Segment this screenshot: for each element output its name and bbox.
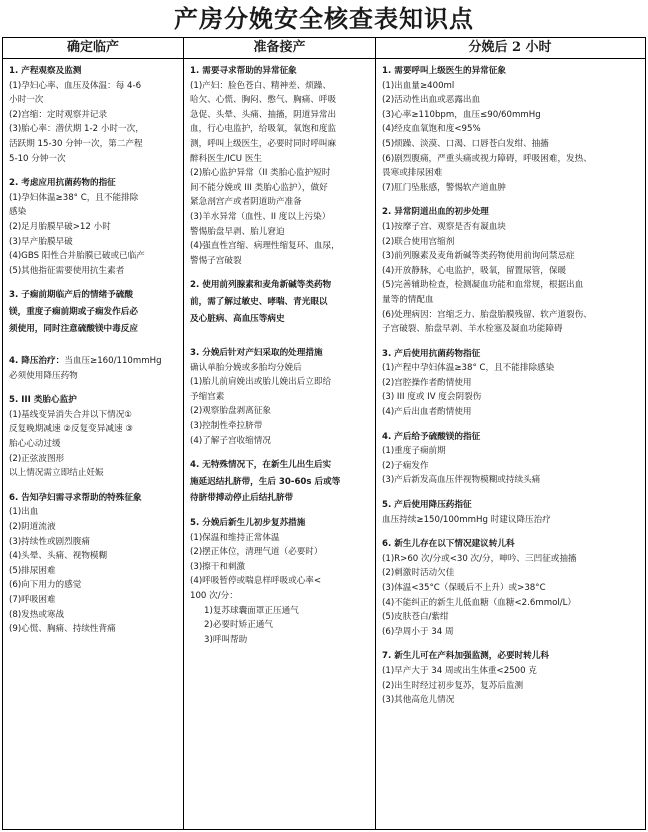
- list-item: 小时一次: [9, 95, 44, 106]
- section-heading: 镁，重度子痫前期或子痫发作后必: [9, 306, 138, 317]
- section-heading: 7. 新生儿可在产科加强监测，必要时转儿科: [382, 651, 549, 662]
- list-item: (3)控制性牵拉脐带: [190, 421, 263, 432]
- section-spacer: [190, 506, 371, 514]
- list-item: (4)GBS 阳性合并胎膜已破或已临产: [9, 251, 145, 262]
- list-item: 反复晚期减速 ②反复变异减速 ③: [9, 424, 133, 435]
- section-heading: 2. 考虑应用抗菌药物的指征: [9, 178, 116, 189]
- list-item: (5)完善辅助检查，检测凝血功能和血常规，根据出血: [382, 280, 584, 291]
- header-prepare-delivery: 准备接产: [183, 38, 375, 58]
- list-item: (2)刺激时活动欠佳: [382, 568, 455, 579]
- section-heading: 施延迟结扎脐带，生后 30-60s 后或等: [190, 476, 341, 487]
- list-item: 100 次/分：: [190, 591, 238, 601]
- list-item: 警惕胎盘早剥、胎儿窘迫: [190, 226, 285, 237]
- section-heading: 4. 产后给予硫酸镁的指征: [382, 431, 481, 442]
- section-heading: 及心脏病、高血压等病史: [190, 313, 285, 324]
- list-item: (4)呼吸暂停或喘息样呼吸或心率<: [190, 576, 322, 587]
- list-item: (3)胎心率：潜伏期 1-2 小时一次，: [9, 124, 144, 135]
- section-heading: 1. 需要呼叫上级医生的异常征象: [382, 66, 506, 76]
- list-item: (2)胎心监护异常（II 类胎心监护短时: [190, 168, 331, 179]
- section-spacer: [190, 268, 371, 276]
- section-heading: 2. 异常阴道出血的初步处理: [382, 207, 489, 218]
- section-heading-tail: 当血压≥160/110mmHg: [64, 356, 162, 367]
- section-spacer: [9, 481, 179, 489]
- list-item: (2)宫腔操作者酌情使用: [382, 377, 472, 388]
- list-item: (4)经皮血氧饱和度<95%: [382, 124, 481, 135]
- section-spacer: [382, 488, 640, 496]
- list-item: (1)早产大于 34 周或出生体重<2500 克: [382, 665, 537, 676]
- column-prepare-delivery: [183, 59, 375, 829]
- list-item: 血压持续≥150/100mmHg 时建议降压治疗: [382, 514, 551, 525]
- list-item: 醉科医生/ICU 医生: [190, 153, 263, 164]
- list-item: (3) III 度或 IV 度会阴裂伤: [382, 392, 482, 403]
- list-item: 畏寒或排尿困难: [382, 168, 443, 179]
- list-item: (2)子痫发作: [382, 460, 429, 471]
- list-item: (7)肛门坠胀感，警惕软产道血肿: [382, 182, 506, 193]
- list-item: (6)处理病因：宫缩乏力、胎盘胎膜残留、软产道裂伤、: [382, 309, 592, 320]
- list-item: 哈欠、心慌、胸闷、憋气、胸痛、呼吸: [190, 95, 337, 106]
- list-item: (1)R>60 次/分或<30 次/分，呻吟、三凹征或抽搐: [382, 553, 577, 564]
- list-item: (3)擦干和刺激: [190, 561, 246, 572]
- section-spacer: [190, 448, 371, 456]
- list-item: (1)产程中孕妇体温≥38° C，且不能排除感染: [382, 363, 555, 374]
- list-item: 测，呼叫上级医生，必要时同时呼叫麻: [190, 138, 337, 149]
- list-item: 以上情况需立即结止妊娠: [9, 468, 104, 479]
- list-item: (2)出生时经过初步复苏，复苏后监测: [382, 680, 524, 691]
- column-postpartum-2h: [375, 59, 644, 829]
- list-item: (3)早产胎膜早破: [9, 236, 73, 247]
- list-item: (6)剧烈腹痛，严重头痛或视力障碍，呼吸困难，发热、: [382, 153, 592, 164]
- list-item: (2)足月胎膜早破>12 小时: [9, 221, 111, 232]
- list-item: (4)开放静脉，心电监护，吸氧，留置尿管，保暖: [382, 265, 567, 276]
- list-item: (4)不能纠正的新生儿低血糖（血糖<2.6mmol/L）: [382, 597, 577, 608]
- document-title: 产房分娩安全核查表知识点: [174, 4, 474, 33]
- list-item: 予缩宫素: [190, 391, 225, 402]
- list-item: (1)孕妇心率、血压及体温：每 4-6: [9, 80, 142, 91]
- list-item: (2)观察胎盘剥离征象: [190, 406, 271, 417]
- list-item: (1)基线变异消失合并以下情况①: [9, 409, 133, 420]
- section-heading: 1. 产程观察及监测: [9, 66, 82, 76]
- section-heading: 3. 分娩后针对产妇采取的处理措施: [190, 348, 323, 359]
- section-heading: 须使用，同时注意硫酸镁中毒反应: [9, 323, 138, 334]
- section-heading: 前，需了解过敏史、哮喘、青光眼以: [190, 296, 328, 307]
- section-spacer: [382, 195, 640, 203]
- section-spacer: [382, 527, 640, 535]
- section-heading-label: 4. 降压治疗：: [9, 356, 65, 367]
- list-item: (2)活动性出血或恶露出血: [382, 95, 481, 106]
- section-spacer: [382, 639, 640, 647]
- section-spacer: [9, 336, 179, 354]
- section-spacer: [9, 278, 179, 286]
- section-heading: 5. III 类胎心监护: [9, 395, 77, 406]
- list-item: (3)心率≥110bpm，血压≤90/60mmHg: [382, 109, 541, 120]
- section-heading: 5. 分娩后新生儿初步复苏措施: [190, 518, 306, 529]
- list-item: (1)重度子痫前期: [382, 446, 446, 457]
- list-item: (1)产妇：脸色苍白、精神差、烦躁、: [190, 80, 332, 91]
- list-item: 胎心心动过缓: [9, 439, 61, 450]
- list-item: 间不能分娩或 III 类胎心监护），做好: [190, 182, 328, 193]
- list-item: (3)羊水异常（血性、II 度以上污染）: [190, 211, 331, 222]
- list-item: (2)摆正体位，清理气道（必要时）: [190, 547, 323, 558]
- sub-list-item: 2)必要时矫正通气: [204, 620, 273, 631]
- list-item: 必须使用降压药物: [9, 370, 78, 381]
- list-item: 急促、头晕、头痛、抽搐，阴道异常出: [190, 109, 337, 120]
- list-item: (4)头晕、头痛、视物模糊: [9, 551, 108, 562]
- list-item: (7)呼吸困难: [9, 595, 56, 605]
- list-item: (1)按摩子宫、观察是否有凝血块: [382, 221, 506, 232]
- section-heading: 2. 使用前列腺素和麦角新碱等类药物: [190, 280, 332, 291]
- list-item: 紧急剖宫产或者阴道助产准备: [190, 197, 302, 208]
- list-item: 5-10 分钟一次: [9, 153, 66, 164]
- section-spacer: [382, 337, 640, 345]
- list-item: (8)发热或寒战: [9, 609, 65, 620]
- list-item: (1)保温和维持正常体温: [190, 532, 280, 543]
- list-item: 子宫破裂、胎盘早剥、羊水栓塞及凝血功能障碍: [382, 324, 563, 335]
- list-item: (5)皮肤苍白/紫绀: [382, 612, 449, 623]
- list-item: (2)宫缩：定时观察并记录: [9, 109, 108, 120]
- section-heading: 3. 产后使用抗菌药物指征: [382, 348, 481, 359]
- list-item: 感染: [9, 207, 27, 218]
- section-heading: 待脐带搏动停止后结扎脐带: [190, 493, 294, 504]
- list-item: (3)持续性或剧烈腹痛: [9, 536, 90, 547]
- list-item: 活跃期 15-30 分钟一次，第二产程: [9, 138, 143, 149]
- list-item: (3)体温<35°C（保暖后不上升）或>38°C: [382, 583, 546, 593]
- list-item: (5)排尿困难: [9, 565, 56, 576]
- list-item: 血，行心电监护，给吸氧，氧饱和度监: [190, 124, 337, 135]
- list-item: (2)联合使用宫缩剂: [382, 236, 455, 247]
- list-item: (4)了解子宫收缩情况: [190, 435, 271, 446]
- list-item: (1)出血: [9, 507, 39, 518]
- section-spacer: [382, 420, 640, 428]
- list-item: 确认单胎分娩或多胎均分娩后: [190, 362, 302, 373]
- list-item: (2)阴道流液: [9, 522, 56, 533]
- list-item: (3)产后新发高血压伴视物模糊或持续头痛: [382, 475, 541, 486]
- list-item: (5)其他指征需要使用抗生素者: [9, 265, 125, 276]
- section-spacer: [9, 383, 179, 391]
- list-item: (4)强直性宫缩、病理性缩复环、血尿，: [190, 241, 340, 252]
- header-postpartum-2h: 分娩后 2 小时: [375, 38, 644, 58]
- list-item: (3)其他高危儿情况: [382, 695, 455, 706]
- table-header: [3, 38, 645, 59]
- section-heading: 3. 子痫前期临产后的情绪予硫酸: [9, 290, 133, 301]
- section-spacer: [190, 326, 371, 344]
- list-item: (9)心慌、胸痛、持续性背痛: [9, 624, 116, 635]
- list-item: 警惕子宫破裂: [190, 255, 242, 266]
- section-heading: 4. 无特殊情况下，在新生儿出生后实: [190, 460, 332, 471]
- list-item: (6)向下用力的感觉: [9, 580, 82, 591]
- section-heading: 1. 需要寻求帮助的异常征象: [190, 66, 297, 76]
- section-heading: 5. 产后使用降压药指征: [382, 500, 472, 511]
- section-heading: [9, 354, 179, 369]
- checklist-table: [2, 37, 646, 830]
- list-item: (2)正弦波图形: [9, 453, 65, 464]
- section-heading: 6. 告知孕妇需寻求帮助的特殊征象: [9, 492, 142, 503]
- list-item: (1)孕妇体温≥38° C，且不能排除: [9, 192, 139, 203]
- section-heading: 6. 新生儿存在以下情况建议转儿科: [382, 539, 515, 550]
- list-item: (5)烦躁、淡漠、口渴、口唇苍白发绀、抽搐: [382, 138, 549, 149]
- section-spacer: [9, 166, 179, 174]
- sub-list-item: 1)复苏球囊面罩正压通气: [204, 605, 299, 616]
- list-item: 量等的情配血: [382, 294, 434, 305]
- list-item: (6)孕周小于 34 周: [382, 626, 454, 637]
- list-item: (1)出血量≥400ml: [382, 80, 455, 91]
- list-item: (4)产后出血者酌情使用: [382, 407, 472, 418]
- list-item: (1)胎儿前肩娩出或胎儿娩出后立即给: [190, 377, 332, 388]
- column-confirm-labor: [3, 59, 183, 829]
- header-confirm-labor: 确定临产: [66, 40, 119, 55]
- sub-list-item: 3)呼叫帮助: [204, 634, 248, 645]
- list-item: (3)前列腺素及麦角新碱等类药物使用前询问禁忌症: [382, 251, 575, 262]
